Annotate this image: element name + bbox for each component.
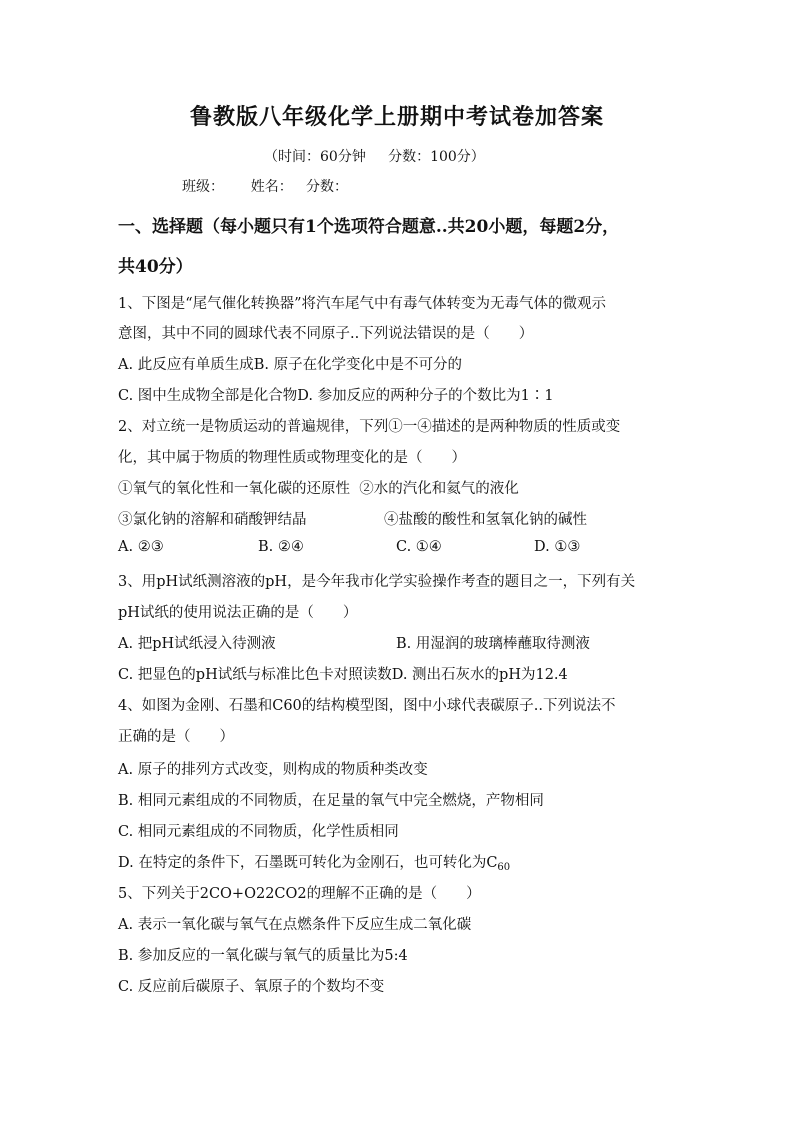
question-5-option-a: A. 表示一氧化碳与氧气在点燃条件下反应生成二氧化碳 xyxy=(118,917,472,933)
question-1-options-ab: A. 此反应有单质生成B. 原子在化学变化中是不可分的 xyxy=(118,357,463,373)
exam-time-score: （时间：60分钟 分数：100分） xyxy=(264,149,485,165)
question-2-line1: 2、对立统一是物质运动的普遍规律，下列①一④描述的是两种物质的性质或变 xyxy=(118,419,621,435)
question-1-line2: 意图，其中不同的圆球代表不同原子..下列说法错误的是（ ） xyxy=(118,326,534,342)
question-3-option-a: A. 把pH试纸浸入待测液 xyxy=(118,636,276,652)
section-heading-line2: 共40分） xyxy=(118,257,193,277)
question-4-option-a: A. 原子的排列方式改变，则构成的物质种类改变 xyxy=(118,762,428,778)
question-2-line2: 化，其中属于物质的物理性质或物理变化的是（ ） xyxy=(118,450,466,466)
question-3-line2: pH试纸的使用说法正确的是（ ） xyxy=(118,605,358,621)
question-1-options-cd: C. 图中生成物全部是化合物D. 参加反应的两种分子的个数比为1∶1 xyxy=(118,388,554,404)
question-4-line2: 正确的是（ ） xyxy=(118,729,234,745)
question-4-line1: 4、如图为金刚、石墨和C60的结构模型图，图中小球代表碳原子..下列说法不 xyxy=(118,698,616,714)
question-5-option-c: C. 反应前后碳原子、氧原子的个数均不变 xyxy=(118,979,385,995)
question-2-option-d: D. ①③ xyxy=(534,539,581,555)
question-3-option-b: B. 用湿润的玻璃棒蘸取待测液 xyxy=(396,636,590,652)
question-3-line1: 3、用pH试纸测溶液的pH，是今年我市化学实验操作考查的题目之一，下列有关 xyxy=(118,574,636,590)
question-4-option-d xyxy=(118,851,510,873)
question-3-options-cd: C. 把显色的pH试纸与标准比色卡对照读数D. 测出石灰水的pH为12.4 xyxy=(118,667,568,683)
question-4-option-d-subscript: 60 xyxy=(497,862,511,873)
question-4-option-d-text: D. 在特定的条件下，石墨既可转化为金刚石，也可转化为C xyxy=(118,855,498,871)
section-heading-line1: 一、选择题（每小题只有1个选项符合题意..共20小题，每题2分， xyxy=(118,217,620,237)
question-2-option-c: C. ①④ xyxy=(396,539,442,555)
question-2-items-1-2: ①氧气的氧化性和一氧化碳的还原性 ②水的汽化和氦气的液化 xyxy=(118,481,519,497)
question-2-item-3: ③氯化钠的溶解和硝酸钾结晶 xyxy=(118,512,307,528)
page-title: 鲁教版八年级化学上册期中考试卷加答案 xyxy=(189,104,604,130)
question-2-option-b: B. ②④ xyxy=(258,539,304,555)
question-2-item-4: ④盐酸的酸性和氢氧化钠的碱性 xyxy=(384,512,587,528)
question-1-line1: 1、下图是“尾气催化转换器”将汽车尾气中有毒气体转变为无毒气体的微观示 xyxy=(118,296,607,312)
question-4-option-b: B. 相同元素组成的不同物质，在足量的氧气中完全燃烧，产物相同 xyxy=(118,793,544,809)
question-2-option-a: A. ②③ xyxy=(118,539,164,555)
student-info-line: 班级： 姓名： 分数： xyxy=(182,179,349,195)
question-5-option-b: B. 参加反应的一氧化碳与氧气的质量比为5:4 xyxy=(118,948,408,964)
question-4-option-c: C. 相同元素组成的不同物质，化学性质相同 xyxy=(118,824,399,840)
question-5-line1: 5、下列关于2CO+O22CO2的理解不正确的是（ ） xyxy=(118,886,481,902)
